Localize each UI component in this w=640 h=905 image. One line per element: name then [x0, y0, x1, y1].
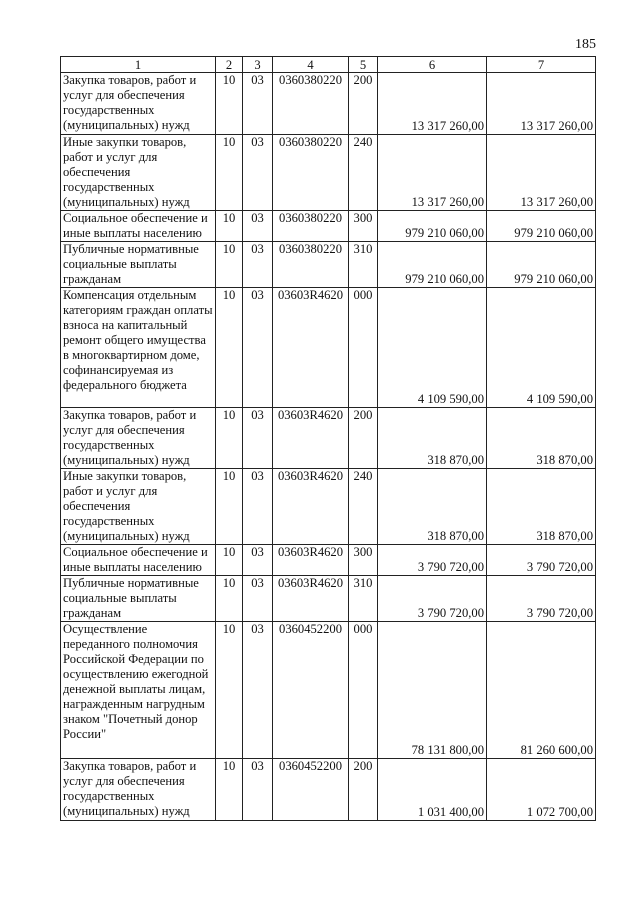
row-target-code: 03603R4620 [273, 408, 349, 469]
row-section: 10 [216, 576, 243, 622]
row-amount-year2: 979 210 060,00 [487, 211, 596, 242]
row-name: Компенсация отдельным категориям граждан оплаты взноса на капитальный ремонт общего имущества в многоквартирном доме, софинансируемая из федерального бюджета [61, 288, 216, 408]
row-section: 10 [216, 288, 243, 408]
row-name: Иные закупки товаров, работ и услуг для обеспечения государственных (муниципальных) нужд [61, 135, 216, 211]
header-col-2: 2 [216, 57, 243, 73]
table-row [61, 469, 596, 545]
row-section: 10 [216, 408, 243, 469]
table-row [61, 759, 596, 821]
row-section: 10 [216, 73, 243, 135]
row-name: Закупка товаров, работ и услуг для обеспечения государственных (муниципальных) нужд [61, 759, 216, 821]
row-subsection: 03 [243, 576, 273, 622]
header-row [61, 57, 596, 73]
row-target-code: 0360380220 [273, 242, 349, 288]
row-amount-year2: 81 260 600,00 [487, 622, 596, 759]
row-subsection: 03 [243, 73, 273, 135]
row-section: 10 [216, 469, 243, 545]
row-section: 10 [216, 545, 243, 576]
row-subsection: 03 [243, 211, 273, 242]
row-name: Социальное обеспечение и иные выплаты населению [61, 211, 216, 242]
row-section: 10 [216, 211, 243, 242]
table-row [61, 545, 596, 576]
row-amount-year1: 1 031 400,00 [378, 759, 487, 821]
page-number: 185 [575, 37, 596, 52]
table-row [61, 288, 596, 408]
row-name: Закупка товаров, работ и услуг для обеспечения государственных (муниципальных) нужд [61, 73, 216, 135]
row-expense-type: 310 [349, 576, 378, 622]
row-amount-year1: 13 317 260,00 [378, 135, 487, 211]
table-row [61, 576, 596, 622]
row-name: Публичные нормативные социальные выплаты гражданам [61, 242, 216, 288]
row-amount-year1: 13 317 260,00 [378, 73, 487, 135]
row-expense-type: 000 [349, 288, 378, 408]
row-amount-year2: 979 210 060,00 [487, 242, 596, 288]
row-section: 10 [216, 759, 243, 821]
row-amount-year2: 318 870,00 [487, 469, 596, 545]
table-row [61, 211, 596, 242]
row-target-code: 03603R4620 [273, 576, 349, 622]
row-amount-year1: 318 870,00 [378, 408, 487, 469]
table-row [61, 135, 596, 211]
row-subsection: 03 [243, 759, 273, 821]
row-expense-type: 240 [349, 469, 378, 545]
header-col-6: 6 [378, 57, 487, 73]
row-target-code: 0360380220 [273, 135, 349, 211]
row-amount-year1: 4 109 590,00 [378, 288, 487, 408]
row-amount-year2: 318 870,00 [487, 408, 596, 469]
row-amount-year1: 979 210 060,00 [378, 211, 487, 242]
row-amount-year2: 1 072 700,00 [487, 759, 596, 821]
row-expense-type: 000 [349, 622, 378, 759]
row-amount-year1: 78 131 800,00 [378, 622, 487, 759]
row-section: 10 [216, 242, 243, 288]
row-target-code: 0360380220 [273, 73, 349, 135]
row-name: Социальное обеспечение и иные выплаты населению [61, 545, 216, 576]
row-amount-year2: 13 317 260,00 [487, 73, 596, 135]
row-name: Закупка товаров, работ и услуг для обеспечения государственных (муниципальных) нужд [61, 408, 216, 469]
header-col-7: 7 [487, 57, 596, 73]
table-row [61, 242, 596, 288]
row-name: Иные закупки товаров, работ и услуг для обеспечения государственных (муниципальных) нужд [61, 469, 216, 545]
row-target-code: 0360452200 [273, 622, 349, 759]
row-amount-year1: 979 210 060,00 [378, 242, 487, 288]
row-amount-year1: 3 790 720,00 [378, 576, 487, 622]
header-col-5: 5 [349, 57, 378, 73]
table-row [61, 622, 596, 759]
row-expense-type: 300 [349, 211, 378, 242]
row-expense-type: 200 [349, 73, 378, 135]
row-amount-year2: 4 109 590,00 [487, 288, 596, 408]
budget-table [60, 56, 596, 821]
row-amount-year1: 318 870,00 [378, 469, 487, 545]
row-amount-year2: 3 790 720,00 [487, 576, 596, 622]
row-subsection: 03 [243, 545, 273, 576]
row-expense-type: 300 [349, 545, 378, 576]
row-subsection: 03 [243, 469, 273, 545]
row-subsection: 03 [243, 135, 273, 211]
row-target-code: 03603R4620 [273, 545, 349, 576]
row-amount-year1: 3 790 720,00 [378, 545, 487, 576]
table-row [61, 408, 596, 469]
row-section: 10 [216, 135, 243, 211]
row-subsection: 03 [243, 622, 273, 759]
row-target-code: 03603R4620 [273, 288, 349, 408]
row-subsection: 03 [243, 408, 273, 469]
row-expense-type: 200 [349, 408, 378, 469]
row-expense-type: 310 [349, 242, 378, 288]
row-expense-type: 240 [349, 135, 378, 211]
header-col-4: 4 [273, 57, 349, 73]
row-expense-type: 200 [349, 759, 378, 821]
header-col-1: 1 [61, 57, 216, 73]
row-target-code: 03603R4620 [273, 469, 349, 545]
table-row [61, 73, 596, 135]
header-col-3: 3 [243, 57, 273, 73]
row-amount-year2: 3 790 720,00 [487, 545, 596, 576]
row-amount-year2: 13 317 260,00 [487, 135, 596, 211]
row-subsection: 03 [243, 288, 273, 408]
row-name: Публичные нормативные социальные выплаты гражданам [61, 576, 216, 622]
row-target-code: 0360452200 [273, 759, 349, 821]
row-target-code: 0360380220 [273, 211, 349, 242]
row-section: 10 [216, 622, 243, 759]
row-name: Осуществление переданного полномочия Российской Федерации по осуществлению ежегодной денежной выплаты лицам, награжденным нагрудным знаком "Почетный донор России" [61, 622, 216, 759]
row-subsection: 03 [243, 242, 273, 288]
